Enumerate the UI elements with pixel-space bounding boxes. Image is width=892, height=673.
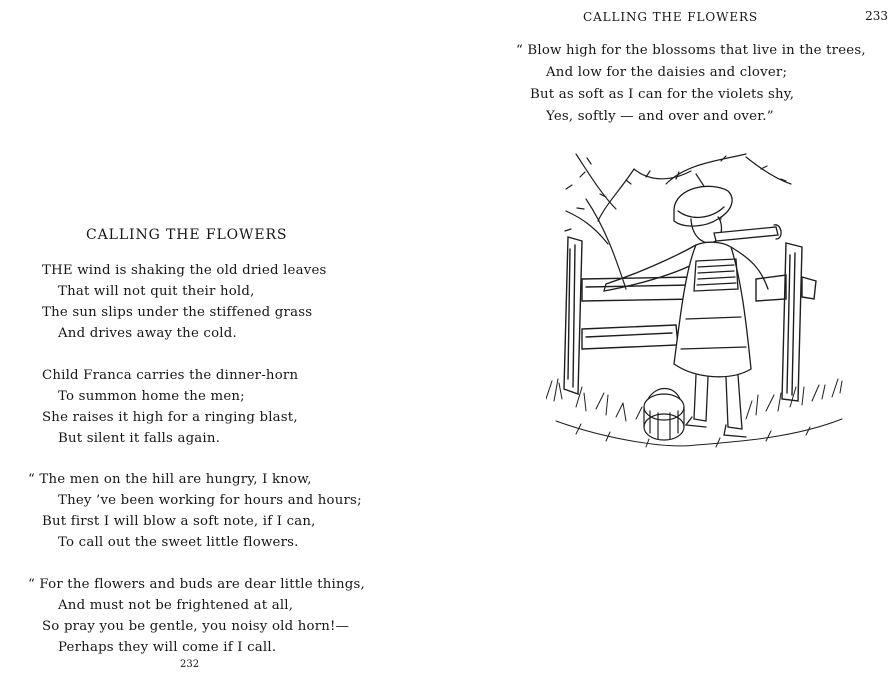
poem-line: To call out the sweet little flowers.	[58, 535, 299, 550]
poem-line: They ’ve been working for hours and hours;	[58, 493, 362, 508]
poem-line: “ The men on the hill are hungry, I know,	[28, 472, 312, 487]
poem-line: So pray you be gentle, you noisy old horn!—	[42, 619, 350, 634]
poem-line: Yes, softly — and over and over.”	[546, 109, 774, 124]
poem-line: But as soft as I can for the violets shy,	[530, 87, 795, 102]
running-head: CALLING THE FLOWERS	[583, 10, 759, 24]
poem-line: That will not quit their hold,	[58, 284, 255, 299]
poem-line: But silent it falls again.	[58, 431, 221, 446]
poem-line: She raises it high for a ringing blast,	[42, 410, 298, 425]
poem-line: To summon home the men;	[58, 389, 245, 404]
poem-line: “ For the flowers and buds are dear little things,	[28, 577, 365, 592]
poem-line: “ Blow high for the blossoms that live in the trees,	[516, 43, 866, 58]
right-page	[446, 0, 892, 673]
bucket	[644, 389, 684, 441]
poem-line: And low for the daisies and clover;	[546, 65, 788, 80]
girl-figure	[604, 186, 781, 437]
poem-line: And drives away the cold.	[58, 326, 237, 341]
poem-line: But first I will blow a soft note, if I can,	[42, 514, 316, 529]
girl-blowing-horn-illustration	[546, 149, 846, 469]
page-number: 232	[180, 659, 200, 670]
poem-line: And must not be frightened at all,	[58, 598, 294, 613]
poem-title: CALLING THE FLOWERS	[86, 227, 288, 243]
poem-line: Child Franca carries the dinner-horn	[42, 368, 299, 383]
poem-line: The sun slips under the stiffened grass	[42, 305, 313, 320]
poem-line: Perhaps they will come if I call.	[58, 640, 277, 655]
page-number: 233	[865, 9, 888, 23]
poem-line: THE wind is shaking the old dried leaves	[42, 263, 327, 278]
